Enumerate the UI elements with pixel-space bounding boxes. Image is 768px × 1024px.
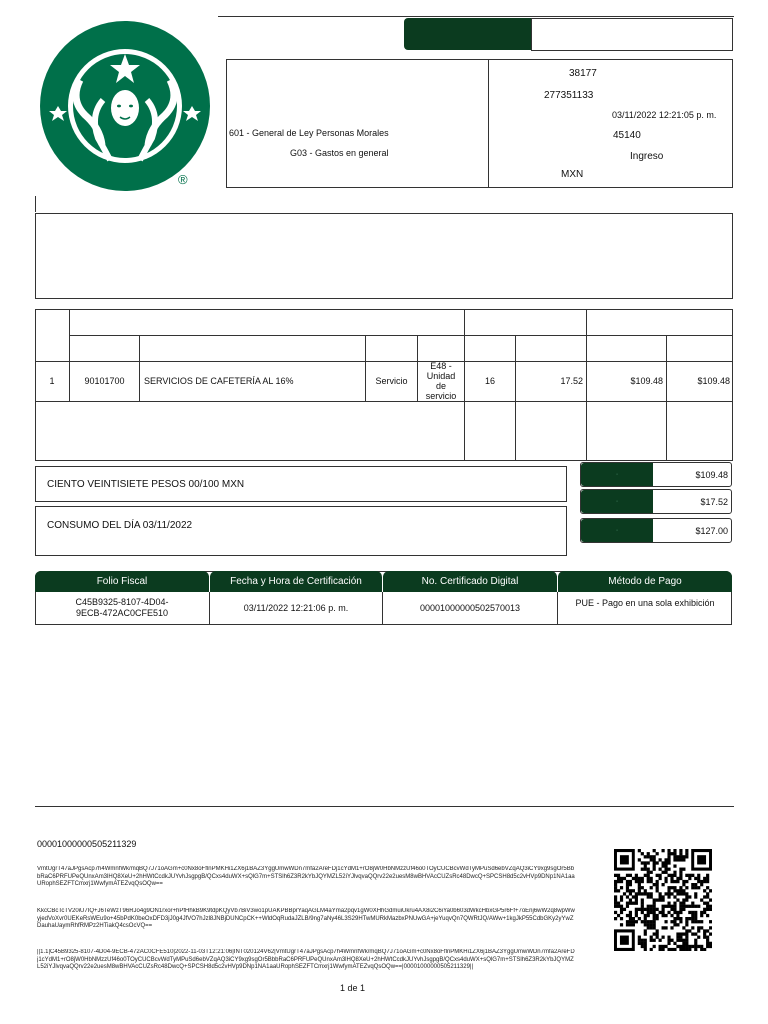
table-row	[35, 361, 733, 402]
registered-mark-icon: ®	[178, 172, 188, 187]
original-chain: ||1.1|C45B9325-8107-4D04-9ECB-472AC0CFE510|2022-11-03T12:21:06|INT020124V62|VmtUgrT47aJPgsAcp7h4WmnfWk/mqBQ7J71oAGm+c0Nx8oFflnPMKHi1ZX6j1BAZ3YggUmwWDn7mfa2AreFDj1cYdM1+rO8jW0HbNMzzUf46o0TOyCUCBcvWdTyMPuSd6ebVZqAQ3iCY9xg9sgOr5BbbRaC6PRFUPeQUnxAm3lHQ8XeU+2hHWtCcdkJUYvhJsgpgB/QCxs4duWX+sQlG7m+STSlh6Z3R2kYbJQYMZL52iYJlvqvaQQrv22e2uesM8wBHVAcCUZsRc48DwcQ+SPCSH8d5c2vHVp9DNp1NA1aaURophSEZFTCmxrj1WwfymATEZvqQsOQw==|00001000000505211329||	[37, 949, 575, 970]
invoice-number-2: 277351133	[544, 90, 594, 101]
invoice-info-box	[488, 59, 733, 188]
amount-words: CIENTO VEINTISIETE PESOS 00/100 MXN	[47, 479, 245, 490]
postal-code: 45140	[613, 130, 641, 141]
total-pill	[580, 518, 732, 543]
header-title-bar	[404, 18, 532, 50]
item-index: 1	[35, 361, 70, 401]
top-rule	[218, 16, 734, 17]
tax-pill	[580, 489, 732, 514]
sat-cert-number: 00001000000505211329	[37, 839, 137, 849]
invoice-number-1: 38177	[569, 68, 597, 79]
fiscal-header-cert-datetime: Fecha y Hora de Certificación	[210, 571, 382, 592]
voucher-type: Ingreso	[630, 151, 664, 162]
notes: CONSUMO DEL DÍA 03/11/2022	[47, 520, 193, 531]
issuer-box	[226, 59, 489, 188]
tax-label: ·	[581, 490, 653, 513]
fiscal-header-cert-number: No. Certificado Digital	[383, 571, 557, 592]
fiscal-cert-number: 00001000000502570013	[383, 592, 558, 624]
tax-value: $17.52	[700, 496, 728, 507]
qr-code	[614, 849, 712, 951]
fiscal-payment-method: PUE - Pago en una sola exhibición	[575, 598, 715, 608]
total-value: $127.00	[695, 525, 728, 536]
fiscal-header-folio: Folio Fiscal	[35, 571, 209, 592]
seal-sat: KkcCBcTcTV20iU7IQ+J6TeWzT96RJo4g9ON1rxor+hPfHhkB9K9tdpKQyVb7BiV3wo1pUAKPBBprYaqAGLM4aYma2pqv1gW0XHhGdmuiUkru4AX8i2C6iYa0b603dWkcHbxGP5r6Ff+7oEnj6wW2q8wpWwyjedVoXvr0UEKeRsWEu9o+45bPdK0beOxDFD3jJ0g4JfVO7hJzl8JNBjDUNCpCK++WldOqRudaJZLB/9ng7aNy46L3S29HTwMURkMazbxPNUwGA+jeYuqvQn7QWRtJQ/AWw+1kgJkP55CdbGKy2yYwZDauhaUaymRhfRMPz2HTiakQ4csOcVQ==	[37, 908, 575, 929]
total-label: ·	[581, 519, 653, 542]
tax-regime: 601 - General de Ley Personas Morales	[229, 128, 389, 138]
subtotal-label: ·	[581, 463, 653, 486]
cfdi-use: G03 - Gastos en general	[290, 148, 389, 158]
items-empty-area	[35, 401, 733, 461]
item-description: SERVICIOS DE CAFETERÍA AL 16%	[140, 361, 366, 401]
starbucks-logo	[40, 20, 215, 192]
header-title-value-box	[531, 18, 733, 51]
fiscal-folio: C45B9325-8107-4D04-9ECB-472AC0CFE510	[35, 592, 210, 624]
receiver-box	[35, 213, 733, 299]
issue-datetime: 03/11/2022 12:21:05 p. m.	[612, 110, 717, 120]
left-rule	[35, 196, 36, 212]
subtotal-value: $109.48	[695, 469, 728, 480]
item-unit: Servicio	[366, 361, 418, 401]
items-header-bottom	[35, 335, 733, 361]
page-number: 1 de 1	[340, 983, 366, 993]
item-amount: $109.48	[587, 361, 667, 401]
item-unit-price: 17.52	[516, 361, 587, 401]
seal-cfdi: VmtUgrT47aJPgsAcp7h4WmnfWk/mqBQ7J71oAGm+c0Nx8oFflnPMKHi1ZX6j1BAZ3YggUmwWDn7mfa2AreFDj1cYdM1+rO8jW0HbNMzzUf46o0TOyCUCBcvWdTyMPuSd6ebVZqAQ3iCY9xg9sgOr5BbbRaC6PRFUPeQUnxAm3lHQ8XeU+2hHWtCcdkJUYvhJsgpgB/QCxs4duWX+sQlG7m+STSlh6Z3R2kYbJQYMZL52iYJlvqvaQQrv22e2uesM8wBHVAcCUZsRc48DwcQ+SPCSH8d5c2vHVp9DNp1NA1aaURophSEZFTCmxrj1WwfymATEZvqQsOQw==	[37, 866, 575, 887]
item-product-code: 90101700	[70, 361, 140, 401]
item-total: $109.48	[697, 376, 730, 386]
amount-words-box	[35, 466, 567, 502]
fiscal-cert-datetime: 03/11/2022 12:21:06 p. m.	[210, 592, 383, 624]
footer-rule	[35, 806, 734, 807]
currency: MXN	[561, 169, 584, 180]
subtotal-pill	[580, 462, 732, 487]
fiscal-header-payment-method: Método de Pago	[558, 571, 732, 592]
items-header-top	[35, 309, 733, 335]
item-quantity: 16	[465, 361, 516, 401]
notes-box	[35, 506, 567, 556]
item-unit-code: E48 - Unidad de servicio	[418, 361, 465, 401]
